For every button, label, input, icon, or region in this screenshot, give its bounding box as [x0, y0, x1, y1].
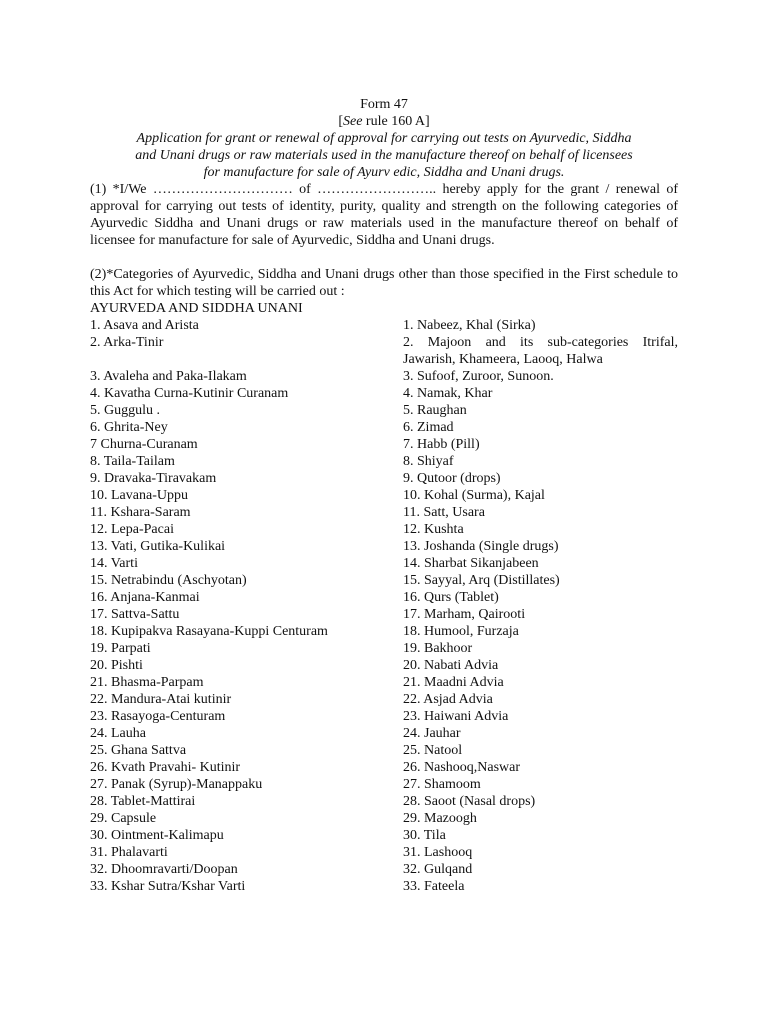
unani-item: 17. Marham, Qairooti	[403, 607, 526, 622]
ayurveda-siddha-item: 5. Guggulu .	[90, 403, 160, 418]
subtitle-line: Application for grant or renewal of approval for carrying out tests on Ayurvedic, Siddha	[136, 131, 632, 146]
unani-item: 9. Qutoor (drops)	[403, 471, 501, 486]
ayurveda-siddha-item: 9. Dravaka-Tiravakam	[90, 471, 217, 486]
unani-item: 31. Lashooq	[403, 845, 473, 860]
subtitle-line: and Unani drugs or raw materials used in the manufacture thereof on behalf of licensees	[135, 148, 633, 163]
ayurveda-siddha-item: 10. Lavana-Uppu	[90, 488, 188, 503]
ayurveda-siddha-item: 14. Varti	[90, 556, 138, 571]
form-subtitle	[0, 130, 768, 181]
ayurveda-siddha-item: 22. Mandura-Atai kutinir	[90, 692, 232, 707]
ayurveda-siddha-item: 13. Vati, Gutika-Kulikai	[90, 539, 226, 554]
unani-item: 29. Mazoogh	[403, 811, 477, 826]
ayurveda-siddha-item: 16. Anjana-Kanmai	[90, 590, 200, 605]
unani-item: 22. Asjad Advia	[403, 692, 493, 707]
ayurveda-siddha-item: 23. Rasayoga-Centuram	[90, 709, 226, 724]
ayurveda-siddha-item: 25. Ghana Sattva	[90, 743, 187, 758]
unani-item: 4. Namak, Khar	[403, 386, 493, 401]
ayurveda-siddha-item: 4. Kavatha Curna-Kutinir Curanam	[90, 386, 289, 401]
ayurveda-siddha-item: 27. Panak (Syrup)-Manappaku	[90, 777, 263, 792]
unani-item: 8. Shiyaf	[403, 454, 454, 469]
ayurveda-siddha-item: 29. Capsule	[90, 811, 157, 826]
rule-see: See	[342, 114, 363, 129]
ayurveda-siddha-item: 21. Bhasma-Parpam	[90, 675, 204, 690]
unani-item: 1. Nabeez, Khal (Sirka)	[403, 318, 536, 333]
unani-item: 27. Shamoom	[403, 777, 481, 792]
ayurveda-siddha-item: 17. Sattva-Sattu	[90, 607, 180, 622]
rule-reference	[0, 113, 768, 130]
subtitle-line: for manufacture for sale of Ayurv edic, Siddha and Unani drugs.	[203, 165, 565, 180]
application-paragraph: (1) *I/We ………………………… of …………………….. hereby apply for the grant / renewal of approval for carrying out tests of identity, purity, quality and strength on the following categories of Ayurvedic Siddha and Unani drugs or raw materials used in the manufacture thereof on behalf of licensee for manufacture for sale of Ayurvedic, Siddha and Unani drugs.	[90, 182, 678, 248]
ayurveda-siddha-item: 26. Kvath Pravahi- Kutinir	[90, 760, 241, 775]
ayurveda-siddha-item: 32. Dhoomravarti/Doopan	[90, 862, 238, 877]
unani-item: 11. Satt, Usara	[403, 505, 485, 520]
ayurveda-siddha-item: 30. Ointment-Kalimapu	[90, 828, 224, 843]
ayurveda-siddha-item: 8. Taila-Tailam	[90, 454, 175, 469]
unani-item: 7. Habb (Pill)	[403, 437, 480, 452]
categories-paragraph: (2)*Categories of Ayurvedic, Siddha and Unani drugs other than those specified in the First schedule to this Act for which testing will be carried out :	[90, 267, 678, 299]
ayurveda-siddha-item: 20. Pishti	[90, 658, 143, 673]
unani-item: 24. Jauhar	[403, 726, 461, 741]
list-header: AYURVEDA AND SIDDHA UNANI	[90, 301, 303, 316]
ayurveda-siddha-item: 15. Netrabindu (Aschyotan)	[90, 573, 247, 588]
unani-item: 10. Kohal (Surma), Kajal	[403, 488, 545, 503]
ayurveda-siddha-list	[90, 317, 390, 895]
unani-item: 6. Zimad	[403, 420, 454, 435]
ayurveda-siddha-item: 24. Lauha	[90, 726, 146, 741]
ayurveda-siddha-item: 2. Arka-Tinir	[90, 335, 164, 350]
unani-item: 26. Nashooq,Naswar	[403, 760, 521, 775]
ayurveda-siddha-item: 12. Lepa-Pacai	[90, 522, 174, 537]
ayurveda-siddha-item: 11. Kshara-Saram	[90, 505, 191, 520]
unani-item: 13. Joshanda (Single drugs)	[403, 539, 559, 554]
rule-number: rule 160 A]	[362, 114, 430, 129]
unani-item: 18. Humool, Furzaja	[403, 624, 519, 639]
unani-item: 25. Natool	[403, 743, 463, 758]
unani-item: 19. Bakhoor	[403, 641, 473, 656]
ayurveda-siddha-item: 6. Ghrita-Ney	[90, 420, 168, 435]
form-title: Form 47	[360, 97, 408, 112]
unani-item: 3. Sufoof, Zuroor, Sunoon.	[403, 369, 554, 384]
unani-item: 32. Gulqand	[403, 862, 473, 877]
unani-item: 21. Maadni Advia	[403, 675, 504, 690]
ayurveda-siddha-item: 31. Phalavarti	[90, 845, 168, 860]
unani-item: 20. Nabati Advia	[403, 658, 499, 673]
ayurveda-siddha-item: 3. Avaleha and Paka-Ilakam	[90, 369, 247, 384]
ayurveda-siddha-item: 1. Asava and Arista	[90, 318, 199, 333]
unani-item: 16. Qurs (Tablet)	[403, 590, 499, 605]
unani-item: 30. Tila	[403, 828, 446, 843]
ayurveda-siddha-item: 7 Churna-Curanam	[90, 437, 198, 452]
unani-item: 2. Majoon and its sub-categories Itrifal, Jawarish, Khameera, Laooq, Halwa	[403, 335, 678, 367]
unani-item: 14. Sharbat Sikanjabeen	[403, 556, 539, 571]
unani-item: 5. Raughan	[403, 403, 467, 418]
ayurveda-siddha-item: 19. Parpati	[90, 641, 151, 656]
unani-item: 33. Fateela	[403, 879, 465, 894]
ayurveda-siddha-item: 28. Tablet-Mattirai	[90, 794, 196, 809]
unani-item: 28. Saoot (Nasal drops)	[403, 794, 536, 809]
rule-bracket: [	[338, 114, 343, 129]
unani-item: 15. Sayyal, Arq (Distillates)	[403, 573, 560, 588]
unani-item: 23. Haiwani Advia	[403, 709, 509, 724]
unani-list	[403, 317, 678, 895]
ayurveda-siddha-item: 33. Kshar Sutra/Kshar Varti	[90, 879, 246, 894]
unani-item: 12. Kushta	[403, 522, 464, 537]
ayurveda-siddha-item: 18. Kupipakva Rasayana-Kuppi Centuram	[90, 624, 328, 639]
